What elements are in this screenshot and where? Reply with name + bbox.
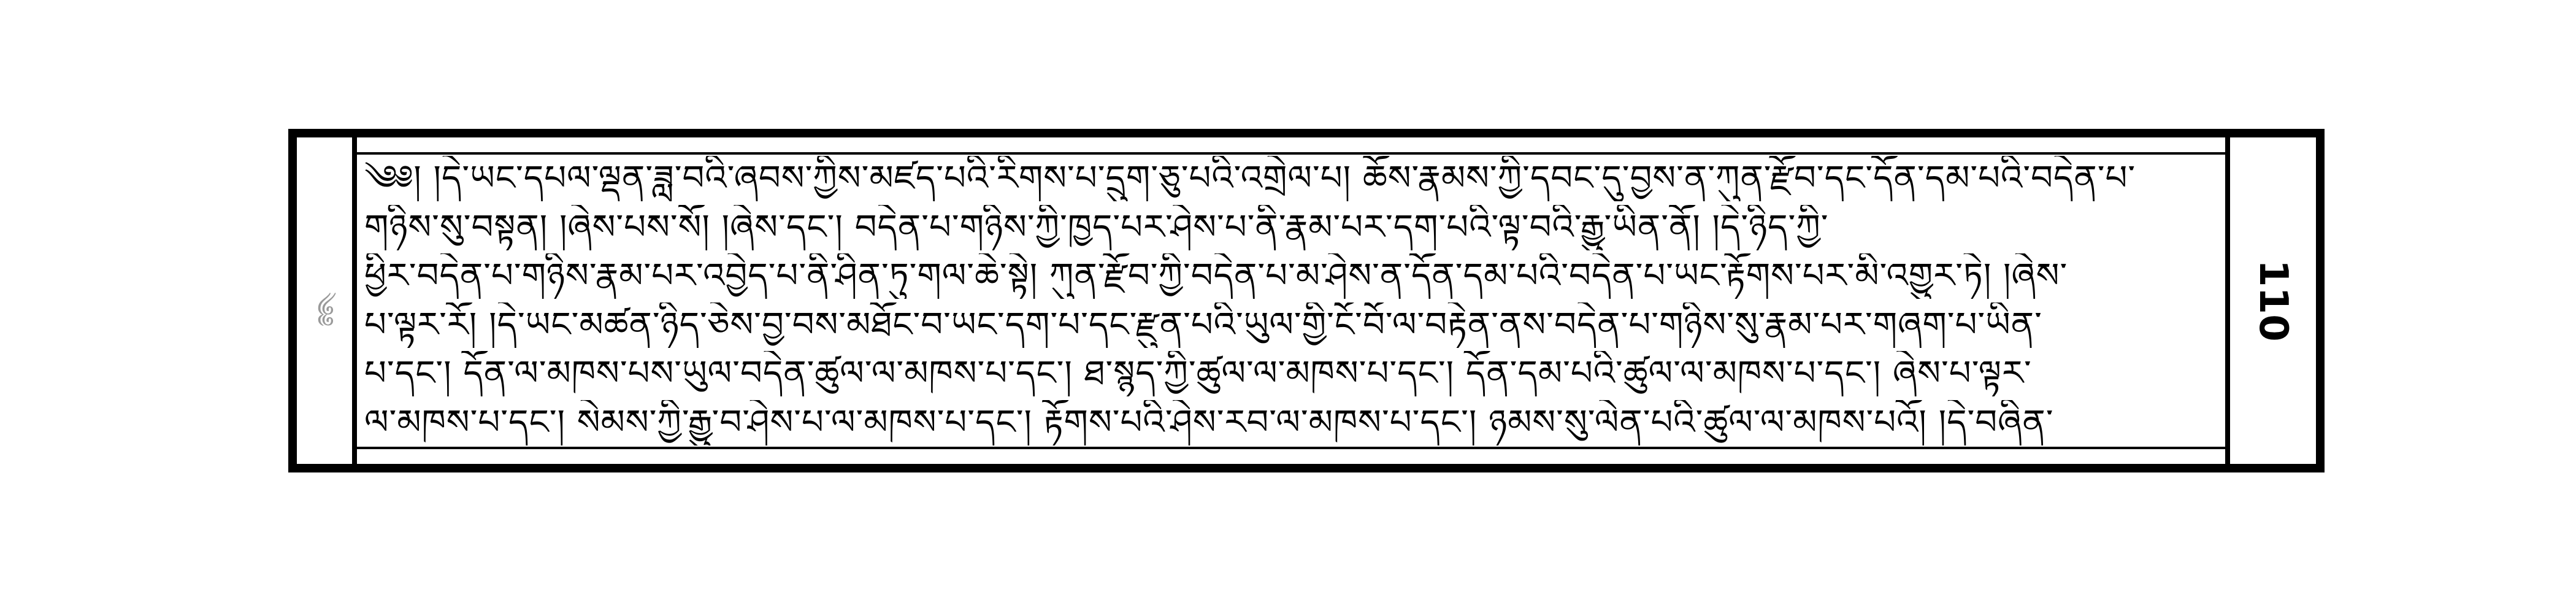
left-margin-mark [309, 248, 340, 371]
bottom-rule [352, 447, 2230, 449]
text-line-5: པ་དང་། དོན་ལ་མཁས་པས་ཡུལ་བདེན་ཚུལ་ལ་མཁས་པ་དང་། ཐ་སྙད་ཀྱི་ཚུལ་ལ་མཁས་པ་དང་། དོན་དམ་པའི་ཚུལ་ལ་མཁས་པ་དང་། ཞེས་པ་ལྟར་ [364, 353, 2032, 394]
page-number-text: 110 [2250, 260, 2296, 342]
text-line-2: གཉིས་སུ་བསྟན། །ཞེས་པས་སོ། །ཞེས་དང་། བདེན་པ་གཉིས་ཀྱི་ཁྱད་པར་ཤེས་པ་ནི་རྣམ་པར་དག་པའི་ལྟ་བའི་རྒྱུ་ཡིན་ནོ། །དེ་ཉིད་ཀྱི་ [364, 207, 1829, 247]
top-rule [352, 152, 2230, 155]
text-line-6: ལ་མཁས་པ་དང་། སེམས་ཀྱི་རྒྱུ་བ་ཤེས་པ་ལ་མཁས་པ་དང་། རྟོགས་པའི་ཤེས་རབ་ལ་མཁས་པ་དང་། ཉམས་སུ་ལེན་པའི་ཚུལ་ལ་མཁས་པའོ། །དེ་བཞིན་ [364, 402, 2054, 442]
text-line-4: པ་ལྟར་རོ། །དེ་ཡང་མཚན་ཉིད་ཅེས་བྱ་བས་མཐོང་བ་ཡང་དག་པ་དང་རྫུན་པའི་ཡུལ་གྱི་ངོ་བོ་ལ་བརྟེན་ནས་བདེན་པ་གཉིས་སུ་རྣམ་པར་གཞག་པ་ཡིན་ [364, 304, 2042, 345]
manuscript-folio [288, 129, 2325, 472]
text-line-1: ༄༅། །དེ་ཡང་དཔལ་ལྡན་ཟླ་བའི་ཞབས་ཀྱིས་མཛད་པའི་རིགས་པ་དྲུག་ཅུ་པའི་འགྲེལ་པ། ཆོས་རྣམས་ཀྱི་དབང་དུ་བྱས་ན་ཀུན་རྫོབ་དང་དོན་དམ་པའི་བདེན་པ་ [364, 158, 2136, 198]
text-line-3: ཕྱིར་བདེན་པ་གཉིས་རྣམ་པར་འབྱེད་པ་ནི་ཤིན་ཏུ་གལ་ཆེ་སྟེ། ཀུན་རྫོབ་ཀྱི་བདེན་པ་མ་ཤེས་ན་དོན་དམ་པའི་བདེན་པ་ཡང་རྟོགས་པར་མི་འགྱུར་ཏེ། །ཞེས་ [364, 256, 2068, 296]
margin-mark-text: ༄༅ [310, 292, 339, 326]
right-margin-rule [2225, 137, 2230, 464]
text-block [364, 156, 2215, 445]
page-number [2248, 137, 2298, 464]
